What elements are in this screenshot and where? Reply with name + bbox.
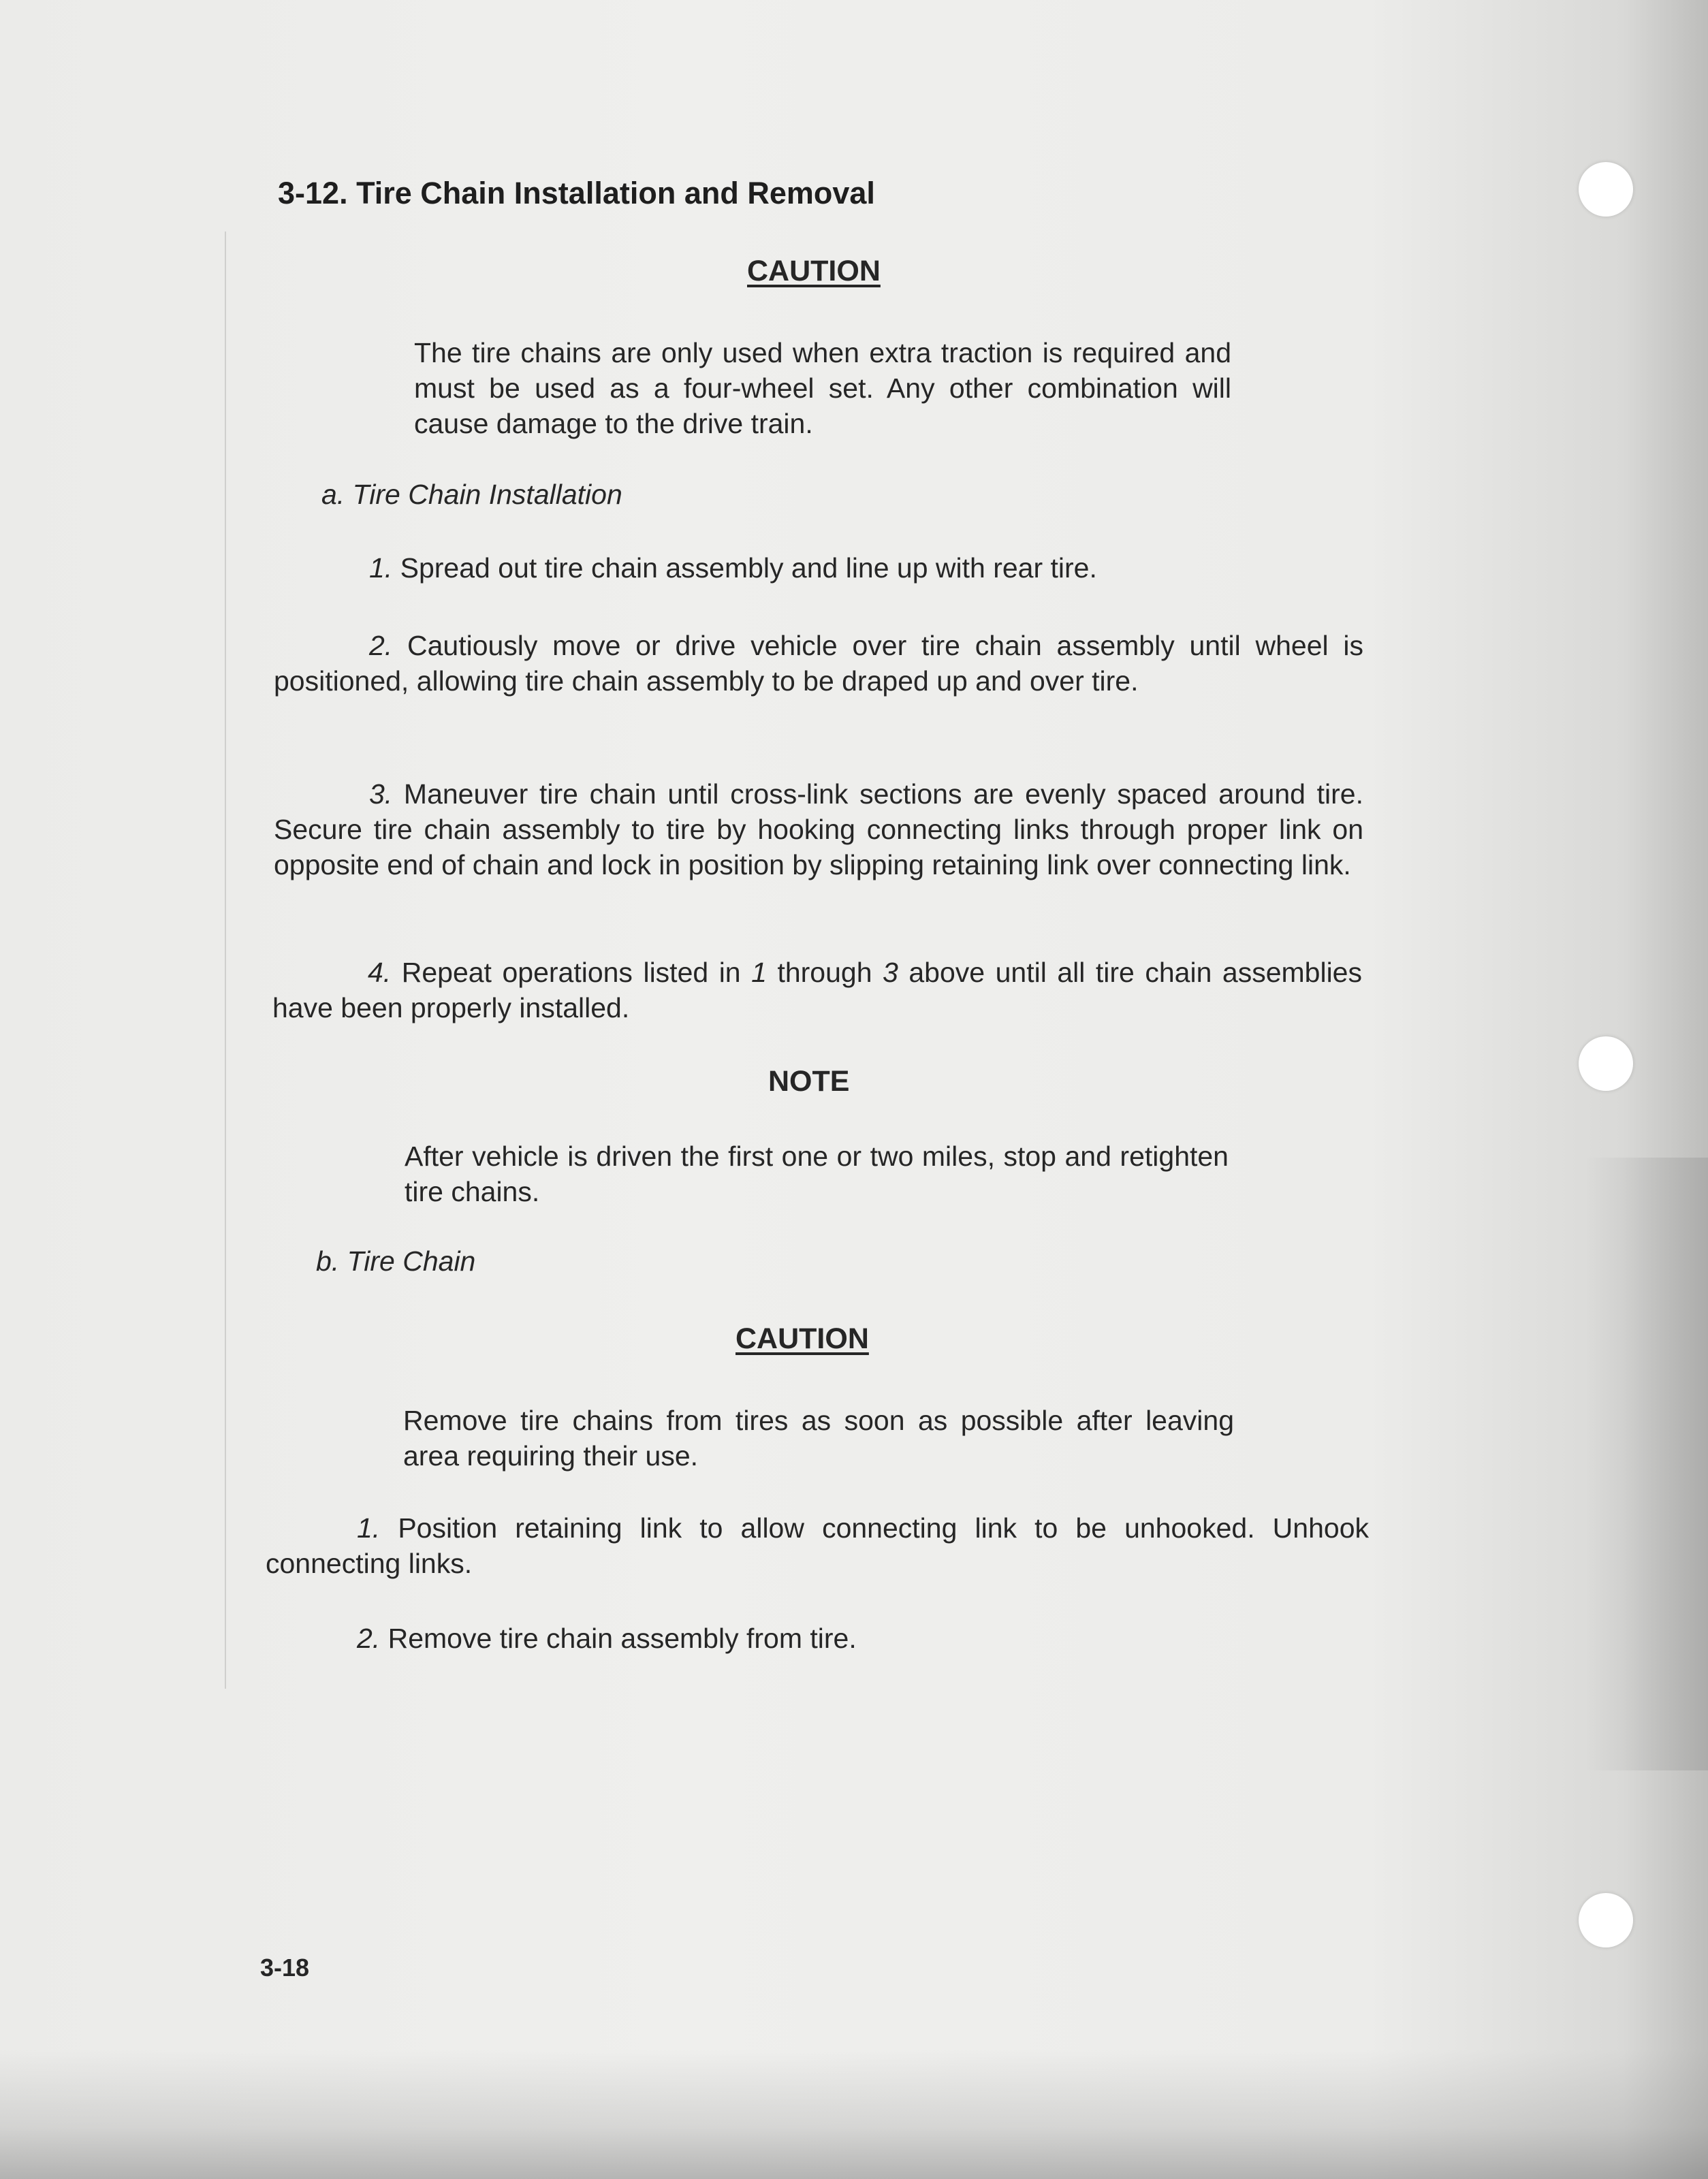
binder-hole-top <box>1579 162 1633 217</box>
step-text-c: above until all tire chain assemblies have been properly installed. <box>272 957 1362 1023</box>
caution-label: CAUTION <box>747 255 881 287</box>
caution-text: The tire chains are only used when extra traction is required and must be used as a four-wheel set. Any other combination will cause damage to the drive train. <box>414 337 1231 439</box>
note-label: NOTE <box>768 1065 850 1098</box>
page-number: 3-18 <box>260 1954 310 1982</box>
margin-rule <box>225 232 226 1689</box>
step-number: 2. <box>357 1623 381 1654</box>
binder-hole-bottom <box>1579 1893 1633 1947</box>
step-text-a: Repeat operations listed in <box>401 957 752 988</box>
install-step-3 <box>274 776 1363 882</box>
step-text: Spread out tire chain assembly and line up with rear tire. <box>400 552 1097 584</box>
step-ref: 3 <box>883 957 898 988</box>
scan-shadow-bottom <box>0 2050 1708 2179</box>
remove-step-2 <box>266 1621 1369 1656</box>
step-text: Maneuver tire chain until cross-link sections are evenly spaced around tire. Secure tire chain assembly to tire by hooking connecting links through proper link on opposite end of chain and lock in position by slipping retaining link over connecting link. <box>274 778 1363 880</box>
remove-step-1 <box>266 1510 1369 1581</box>
scan-shadow-right <box>1585 1158 1708 1770</box>
removal-title: b. Tire Chain <box>316 1245 476 1277</box>
step-number: 1. <box>357 1512 381 1544</box>
step-text-b: through <box>766 957 883 988</box>
step-number: 2. <box>369 630 393 661</box>
install-step-4 <box>272 955 1362 1025</box>
step-number: 1. <box>369 552 393 584</box>
section-title: 3-12. Tire Chain Installation and Removal <box>278 176 875 210</box>
installation-title: a. Tire Chain Installation <box>321 479 622 510</box>
binder-hole-middle <box>1579 1036 1633 1091</box>
removal-caution-text: Remove tire chains from tires as soon as possible after leaving area requiring their use. <box>403 1405 1234 1472</box>
step-number: 4. <box>368 957 392 988</box>
step-text: Cautiously move or drive vehicle over tire chain assembly until wheel is positioned, allowing tire chain assembly to be draped up and over tire. <box>274 630 1363 697</box>
step-text: Position retaining link to allow connecting link to be unhooked. Unhook connecting links. <box>266 1512 1369 1579</box>
install-step-2 <box>274 628 1363 699</box>
step-ref: 1 <box>751 957 767 988</box>
note-text: After vehicle is driven the first one or two miles, stop and retighten tire chains. <box>405 1141 1229 1207</box>
removal-caution-label: CAUTION <box>736 1322 869 1355</box>
step-text: Remove tire chain assembly from tire. <box>388 1623 857 1654</box>
install-step-1 <box>274 550 1363 586</box>
step-number: 3. <box>369 778 393 810</box>
